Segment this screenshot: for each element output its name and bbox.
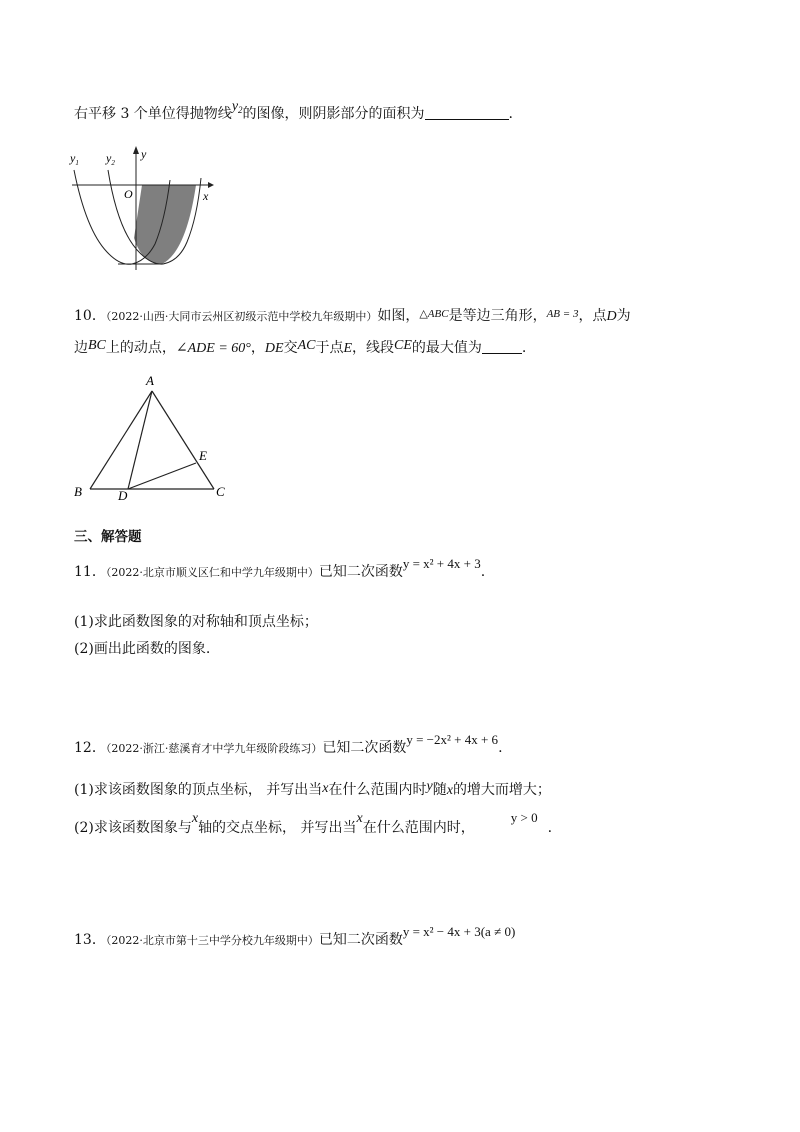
q9-text-suffix: 的图像，则阴影部分的面积为 [242, 106, 425, 122]
q12-formula: y = −2x² + 4x + 6 [406, 732, 499, 747]
q9-y2-symbol: $y_2$ [231, 99, 243, 115]
segment-de [128, 463, 196, 489]
question-10-line-2: 边BC上的动点，∠ADE = 60°，DE交AC于点E，线段CE的最大值为 . [74, 338, 527, 356]
label-y2: $y_2$ [106, 151, 115, 167]
q10-triangle-figure [68, 372, 238, 502]
q11-formula: y = x² + 4x + 3 [402, 556, 481, 571]
label-e: E [199, 448, 207, 463]
q13-formula: y = x² − 4x + 3(a ≠ 0) [402, 924, 516, 939]
question-11-part-2: (2)画出此函数的图象. [74, 641, 211, 657]
shaded-region-fill [134, 185, 196, 264]
label-d: D [118, 488, 128, 502]
y-axis-arrow [133, 146, 139, 154]
ab-eq-3: AB = 3 [546, 308, 579, 320]
question-12-line-1: 12．（2022·浙江·慈溪育才中学九年级阶段练习）已知二次函数y = −2x² + 4x + 6. [74, 732, 503, 756]
question-12-part-2: (2)求该函数图象与x轴的交点坐标， 并写出当x在什么范围内时，y > 0. [74, 810, 553, 836]
answer-blank-10[interactable] [482, 339, 522, 354]
x-axis-arrow [208, 182, 214, 188]
question-11-part-1: (1)求此函数图象的对称轴和顶点坐标； [74, 614, 318, 630]
question-source: （2022·山西·大同市云州区初级示范中学校九年级期中） [105, 310, 378, 323]
question-11-line-1: 11．（2022·北京市顺义区仁和中学九年级期中）已知二次函数y = x² + 4x + 3. [74, 556, 486, 580]
side-ac [152, 391, 214, 489]
answer-blank-9[interactable] [425, 105, 509, 120]
label-b: B [74, 484, 82, 499]
label-y1: $y_1$ [70, 151, 79, 167]
question-10-line-1: 10．（2022·山西·大同市云州区初级示范中学校九年级期中）如图，$^{\triangle ABC}$是等边三角形，$^{AB = 3}$，点D为 [74, 308, 631, 324]
segment-ad [128, 391, 152, 489]
label-c: C [216, 484, 225, 499]
question-13-line-1: 13．（2022·北京市第十三中学分校九年级期中）已知二次函数y = x² − 4x + 3(a ≠ 0) [74, 924, 516, 948]
section-3-title: 三、解答题 [74, 529, 142, 545]
label-x-axis: x [203, 189, 209, 203]
question-9-tail: 右平移 3 个单位得抛物线$y_2$的图像，则阴影部分的面积为 . [74, 99, 513, 122]
label-a: A [146, 373, 154, 388]
triangle-abc: △ABC [419, 308, 449, 320]
label-y-axis: y [141, 147, 147, 161]
question-number: 10． [74, 308, 106, 324]
side-ab [90, 391, 152, 489]
q9-text-prefix: 右平移 3 个单位得抛物线 [74, 106, 232, 122]
angle-ade: ∠ADE = 60° [175, 341, 251, 356]
q9-parabola-figure [62, 140, 222, 272]
label-origin: O [124, 187, 133, 201]
question-12-part-1: (1)求该函数图象的顶点坐标， 并写出当x在什么范围内时y随x的增大而增大； [74, 779, 551, 798]
